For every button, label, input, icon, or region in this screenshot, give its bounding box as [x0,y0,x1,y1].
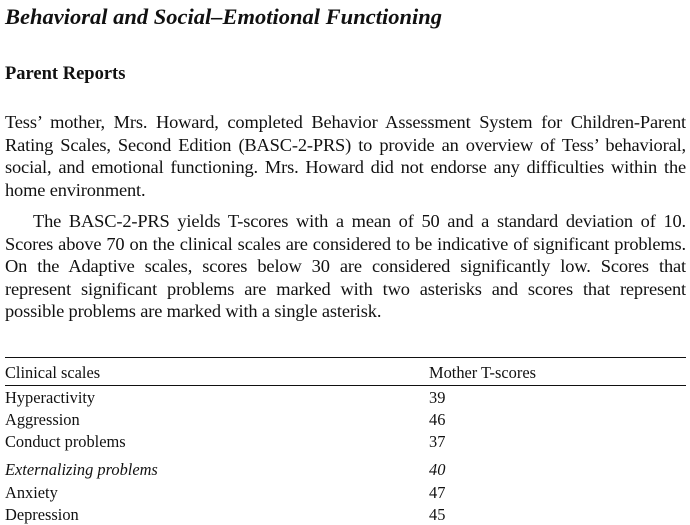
row-score: 47 [429,483,446,502]
row-scale: Conduct problems [5,432,126,451]
row-scale: Depression [5,505,79,524]
table-header-scale: Clinical scales [5,363,101,382]
table-top-rule [5,357,686,358]
subsection-heading: Parent Reports [5,64,126,84]
row-scale: Aggression [5,410,80,429]
row-score: 39 [429,388,446,407]
row-score: 45 [429,505,446,524]
table-header-rule [5,385,686,386]
row-score-composite: 40 [429,460,446,479]
row-scale: Hyperactivity [5,388,96,407]
table-header-score: Mother T-scores [429,363,536,382]
row-score: 46 [429,410,446,429]
paragraph-scoring: The BASC-2-PRS yields T-scores with a mean of 50 and a standard deviation of 10. Scores above 70 on the clinical scales are considered to be indicative of significant problems. On the Adaptive scales, scores below 30 are considered significantly low. Scores that represent significant problems are marked with two asterisks and scores that represent possible problems are marked with a single asterisk. [5,211,686,322]
row-scale-composite: Externalizing problems [5,460,158,479]
paragraph-intro: Tess’ mother, Mrs. Howard, completed Behavior Assessment System for Children-Parent Rating Scales, Second Edition (BASC-2-PRS) to provide an overview of Tess’ behavioral, social, and emotional functioning. Mrs. Howard did not endorse any difficulties within the home environment. [5,112,686,200]
row-score: 37 [429,432,446,451]
section-heading: Behavioral and Social–Emotional Functioning [5,4,442,29]
row-scale: Anxiety [5,483,58,502]
